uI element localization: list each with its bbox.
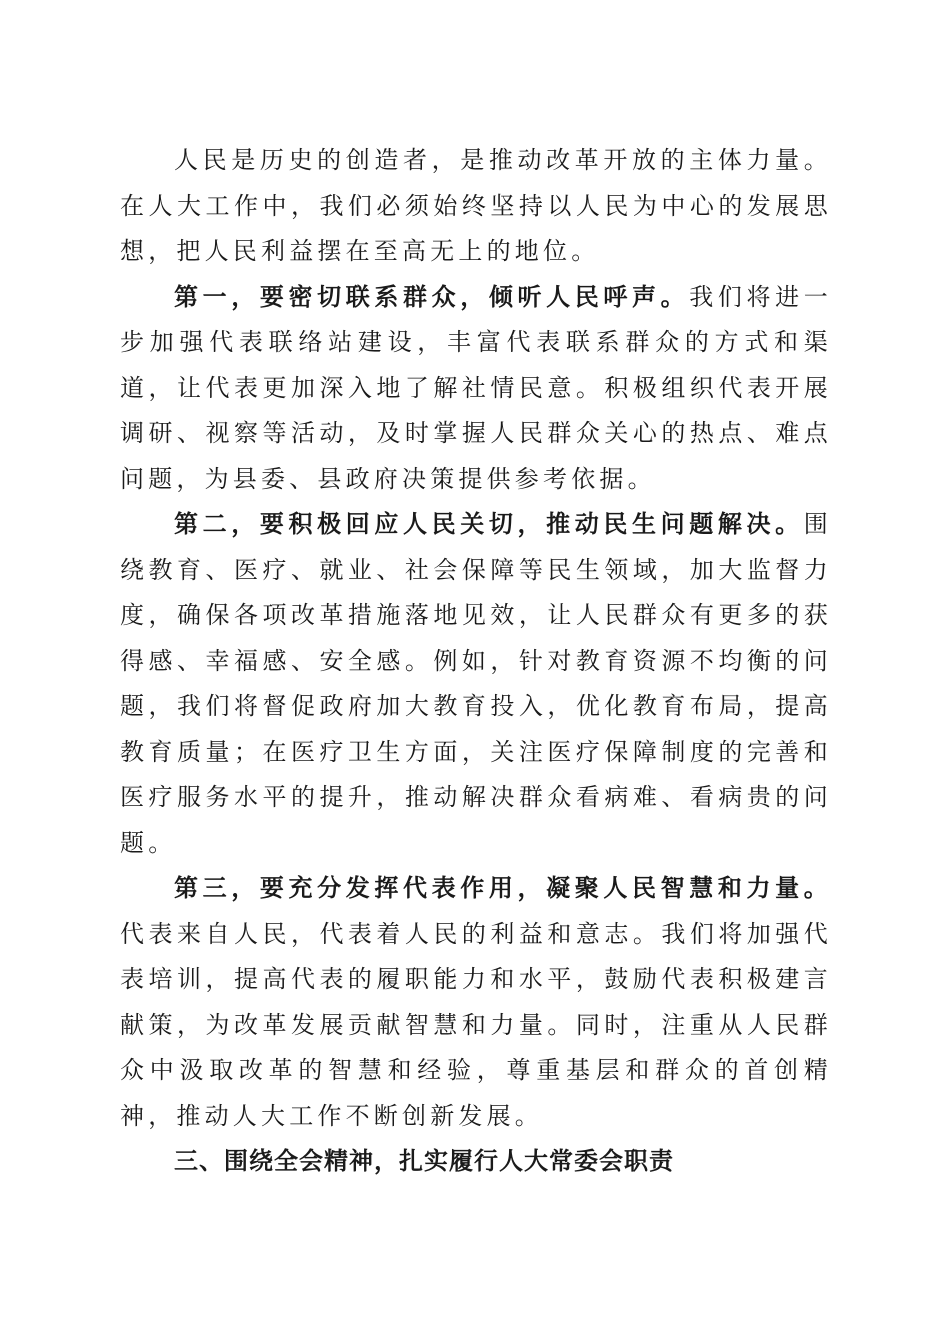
paragraph-first-lead: 第一，要密切联系群众，倾听人民呼声。 [174, 282, 690, 311]
paragraph-third-lead: 第三，要充分发挥代表作用，凝聚人民智慧和力量。 [174, 874, 832, 902]
paragraph-second [120, 502, 832, 866]
paragraph-first [120, 275, 832, 503]
paragraph-second-text: 围绕教育、医疗、就业、社会保障等民生领域，加大监督力度，确保各项改革措施落地见效，让人民群众有更多的获得感、幸福感、安全感。例如，针对教育资源不均衡的问题，我们将督促政府加大教育投入，优化教育布局，提高教育质量；在医疗卫生方面，关注医疗保障制度的完善和医疗服务水平的提升，推动解决群众看病难、看病贵的问题。 [120, 510, 832, 857]
paragraph-third [120, 866, 832, 1139]
paragraph-intro [120, 138, 832, 275]
paragraph-first-text: 我们将进一步加强代表联络站建设，丰富代表联系群众的方式和渠道，让代表更加深入地了解社情民意。积极组织代表开展调研、视察等活动，及时掌握人民群众关心的热点、难点问题，为县委、县政府决策提供参考依据。 [120, 282, 833, 493]
paragraph-third-text: 代表来自人民，代表着人民的利益和意志。我们将加强代表培训，提高代表的履职能力和水平，鼓励代表积极建言献策，为改革发展贡献智慧和力量。同时，注重从人民群众中汲取改革的智慧和经验，尊重基层和群众的首创精神，推动人大工作不断创新发展。 [120, 919, 832, 1130]
paragraph-intro-text: 人民是历史的创造者，是推动改革开放的主体力量。在人大工作中，我们必须始终坚持以人民为中心的发展思想，把人民利益摆在至高无上的地位。 [120, 146, 832, 265]
paragraph-second-lead: 第二，要积极回应人民关切，推动民生问题解决。 [174, 510, 804, 538]
document-body [120, 138, 832, 1185]
section-heading: 三、围绕全会精神，扎实履行人大常委会职责 [174, 1147, 674, 1175]
